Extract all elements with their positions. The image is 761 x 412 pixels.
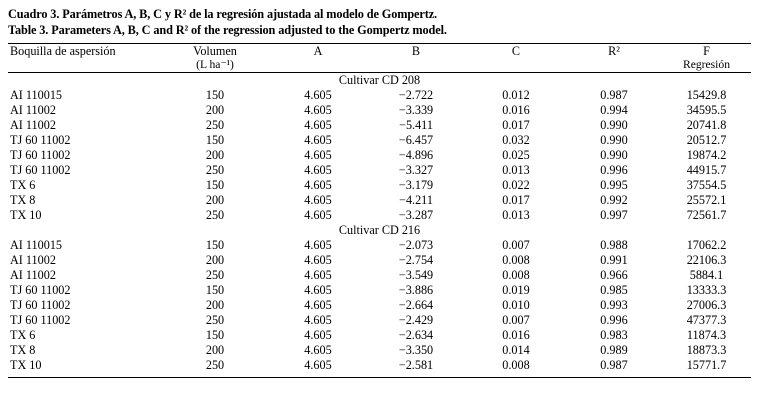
group-header-row bbox=[8, 223, 751, 238]
cell-f: 17062.2 bbox=[686, 238, 727, 252]
cell-a: 4.605 bbox=[304, 118, 332, 132]
cell-a: 4.605 bbox=[304, 343, 332, 357]
cell-b: −3.886 bbox=[398, 283, 434, 297]
table-row bbox=[8, 178, 751, 193]
header-c: C bbox=[511, 44, 521, 58]
cell-f: 18873.3 bbox=[686, 343, 727, 357]
cell-b: −2.722 bbox=[398, 88, 434, 102]
cell-r2: 0.996 bbox=[600, 313, 628, 327]
cell-f: 11874.3 bbox=[686, 328, 727, 342]
group-label: Cultivar CD 216 bbox=[338, 223, 421, 237]
table-row bbox=[8, 118, 751, 133]
table-row bbox=[8, 133, 751, 148]
cell-b: −2.073 bbox=[398, 238, 434, 252]
cell-b: −2.754 bbox=[398, 253, 434, 267]
table-row bbox=[8, 238, 751, 253]
cell-nozzle: TJ 60 11002 bbox=[10, 133, 71, 147]
table-row bbox=[8, 268, 751, 283]
table-row bbox=[8, 163, 751, 178]
cell-r2: 0.990 bbox=[600, 118, 628, 132]
table-row bbox=[8, 283, 751, 298]
cell-c: 0.008 bbox=[502, 358, 530, 372]
cell-c: 0.010 bbox=[502, 298, 530, 312]
cell-f: 13333.3 bbox=[686, 283, 727, 297]
cell-a: 4.605 bbox=[304, 358, 332, 372]
cell-c: 0.012 bbox=[502, 88, 530, 102]
cell-r2: 0.988 bbox=[600, 238, 628, 252]
table-row bbox=[8, 148, 751, 163]
cell-nozzle: AI 110015 bbox=[10, 88, 63, 102]
cell-nozzle: TX 6 bbox=[10, 328, 36, 342]
table-row bbox=[8, 253, 751, 268]
cell-b: −3.327 bbox=[398, 163, 434, 177]
cell-c: 0.022 bbox=[502, 178, 530, 192]
cell-a: 4.605 bbox=[304, 328, 332, 342]
table-row bbox=[8, 298, 751, 313]
cell-volume: 200 bbox=[205, 298, 225, 312]
cell-b: −2.634 bbox=[398, 328, 434, 342]
header-volume-main: Volumen bbox=[193, 44, 237, 58]
cell-nozzle: TJ 60 11002 bbox=[10, 163, 71, 177]
cell-b: −3.287 bbox=[398, 208, 434, 222]
cell-nozzle: TX 8 bbox=[10, 343, 36, 357]
table-row bbox=[8, 343, 751, 358]
cell-c: 0.016 bbox=[502, 328, 530, 342]
cell-volume: 250 bbox=[205, 268, 225, 282]
group-header-row bbox=[8, 73, 751, 88]
header-b: B bbox=[411, 44, 421, 58]
cell-nozzle: AI 11002 bbox=[10, 118, 56, 132]
header-volume bbox=[160, 44, 270, 73]
cell-r2: 0.993 bbox=[600, 298, 628, 312]
cell-f: 27006.3 bbox=[686, 298, 727, 312]
cell-a: 4.605 bbox=[304, 148, 332, 162]
cell-c: 0.014 bbox=[502, 343, 530, 357]
cell-f: 5884.1 bbox=[689, 268, 724, 282]
header-volume-unit: (L ha⁻¹) bbox=[196, 58, 234, 71]
cell-nozzle: AI 11002 bbox=[10, 253, 56, 267]
cell-a: 4.605 bbox=[304, 238, 332, 252]
cell-volume: 200 bbox=[205, 148, 225, 162]
header-f bbox=[662, 44, 751, 73]
cell-nozzle: TX 6 bbox=[10, 178, 36, 192]
cell-c: 0.013 bbox=[502, 163, 530, 177]
cell-c: 0.013 bbox=[502, 208, 530, 222]
cell-r2: 0.990 bbox=[600, 133, 628, 147]
cell-f: 20512.7 bbox=[686, 133, 727, 147]
cell-r2: 0.966 bbox=[600, 268, 628, 282]
cell-r2: 0.996 bbox=[600, 163, 628, 177]
caption-spanish: Cuadro 3. Parámetros A, B, C y R² de la regresión ajustada al modelo de Gompertz. bbox=[8, 7, 437, 21]
cell-nozzle: AI 11002 bbox=[10, 103, 56, 117]
table-row bbox=[8, 88, 751, 103]
cell-a: 4.605 bbox=[304, 193, 332, 207]
cell-c: 0.007 bbox=[502, 238, 530, 252]
cell-r2: 0.990 bbox=[600, 148, 628, 162]
cell-c: 0.016 bbox=[502, 103, 530, 117]
cell-volume: 200 bbox=[205, 343, 225, 357]
cell-f: 47377.3 bbox=[686, 313, 727, 327]
cell-r2: 0.987 bbox=[600, 88, 628, 102]
cell-f: 34595.5 bbox=[686, 103, 727, 117]
cell-nozzle: TX 10 bbox=[10, 208, 42, 222]
table-row bbox=[8, 208, 751, 223]
cell-volume: 250 bbox=[205, 163, 225, 177]
cell-a: 4.605 bbox=[304, 133, 332, 147]
table-row bbox=[8, 193, 751, 208]
cell-volume: 200 bbox=[205, 103, 225, 117]
cell-c: 0.007 bbox=[502, 313, 530, 327]
table-body bbox=[8, 44, 751, 379]
cell-f: 44915.7 bbox=[686, 163, 727, 177]
table-row bbox=[8, 103, 751, 118]
caption-english: Table 3. Parameters A, B, C and R² of the regression adjusted to the Gompertz model. bbox=[8, 22, 447, 37]
cell-a: 4.605 bbox=[304, 163, 332, 177]
cell-volume: 150 bbox=[205, 133, 225, 147]
cell-f: 15429.8 bbox=[686, 88, 727, 102]
header-nozzle: Boquilla de aspersión bbox=[10, 44, 116, 58]
cell-r2: 0.995 bbox=[600, 178, 628, 192]
group-label: Cultivar CD 208 bbox=[338, 73, 421, 87]
cell-a: 4.605 bbox=[304, 253, 332, 267]
cell-r2: 0.997 bbox=[600, 208, 628, 222]
cell-c: 0.019 bbox=[502, 283, 530, 297]
cell-b: −6.457 bbox=[398, 133, 434, 147]
cell-volume: 150 bbox=[205, 88, 225, 102]
cell-b: −3.549 bbox=[398, 268, 434, 282]
cell-nozzle: TJ 60 11002 bbox=[10, 298, 71, 312]
table-row bbox=[8, 328, 751, 343]
cell-r2: 0.987 bbox=[600, 358, 628, 372]
table-caption bbox=[8, 7, 751, 38]
table-row bbox=[8, 313, 751, 328]
rule-bottom bbox=[8, 378, 751, 379]
cell-volume: 150 bbox=[205, 238, 225, 252]
cell-b: −3.339 bbox=[398, 103, 434, 117]
cell-volume: 250 bbox=[205, 358, 225, 372]
cell-volume: 150 bbox=[205, 283, 225, 297]
cell-a: 4.605 bbox=[304, 268, 332, 282]
cell-a: 4.605 bbox=[304, 88, 332, 102]
cell-r2: 0.983 bbox=[600, 328, 628, 342]
cell-a: 4.605 bbox=[304, 298, 332, 312]
cell-f: 19874.2 bbox=[686, 148, 727, 162]
cell-volume: 150 bbox=[205, 328, 225, 342]
table-row bbox=[8, 358, 751, 373]
header-f-main: F bbox=[703, 44, 710, 58]
cell-b: −2.429 bbox=[398, 313, 434, 327]
cell-c: 0.017 bbox=[502, 193, 530, 207]
cell-b: −5.411 bbox=[399, 118, 433, 132]
cell-nozzle: TX 10 bbox=[10, 358, 42, 372]
cell-b: −3.179 bbox=[398, 178, 434, 192]
cell-r2: 0.992 bbox=[600, 193, 628, 207]
cell-f: 15771.7 bbox=[686, 358, 727, 372]
cell-c: 0.008 bbox=[502, 253, 530, 267]
cell-a: 4.605 bbox=[304, 208, 332, 222]
cell-nozzle: AI 110015 bbox=[10, 238, 63, 252]
cell-nozzle: TJ 60 11002 bbox=[10, 283, 71, 297]
cell-b: −4.896 bbox=[398, 148, 434, 162]
cell-f: 72561.7 bbox=[686, 208, 727, 222]
cell-f: 20741.8 bbox=[686, 118, 727, 132]
cell-c: 0.025 bbox=[502, 148, 530, 162]
gompertz-parameters-table bbox=[8, 43, 751, 378]
cell-c: 0.032 bbox=[502, 133, 530, 147]
cell-b: −2.581 bbox=[398, 358, 434, 372]
cell-volume: 200 bbox=[205, 193, 225, 207]
header-f-sub: Regresión bbox=[682, 58, 730, 71]
cell-volume: 200 bbox=[205, 253, 225, 267]
cell-r2: 0.991 bbox=[600, 253, 628, 267]
table-header-row bbox=[8, 44, 751, 73]
header-r2: R² bbox=[608, 44, 620, 58]
cell-c: 0.017 bbox=[502, 118, 530, 132]
cell-a: 4.605 bbox=[304, 313, 332, 327]
cell-volume: 150 bbox=[205, 178, 225, 192]
cell-b: −4.211 bbox=[399, 193, 433, 207]
cell-r2: 0.994 bbox=[600, 103, 628, 117]
cell-f: 25572.1 bbox=[686, 193, 727, 207]
cell-volume: 250 bbox=[205, 208, 225, 222]
cell-a: 4.605 bbox=[304, 178, 332, 192]
cell-volume: 250 bbox=[205, 118, 225, 132]
cell-a: 4.605 bbox=[304, 283, 332, 297]
header-a: A bbox=[313, 44, 323, 58]
cell-f: 22106.3 bbox=[686, 253, 727, 267]
cell-r2: 0.985 bbox=[600, 283, 628, 297]
cell-nozzle: TX 8 bbox=[10, 193, 36, 207]
cell-nozzle: TJ 60 11002 bbox=[10, 313, 71, 327]
cell-nozzle: AI 11002 bbox=[10, 268, 56, 282]
cell-f: 37554.5 bbox=[686, 178, 727, 192]
cell-r2: 0.989 bbox=[600, 343, 628, 357]
cell-a: 4.605 bbox=[304, 103, 332, 117]
cell-c: 0.008 bbox=[502, 268, 530, 282]
cell-nozzle: TJ 60 11002 bbox=[10, 148, 71, 162]
cell-b: −2.664 bbox=[398, 298, 434, 312]
cell-volume: 250 bbox=[205, 313, 225, 327]
cell-b: −3.350 bbox=[398, 343, 434, 357]
